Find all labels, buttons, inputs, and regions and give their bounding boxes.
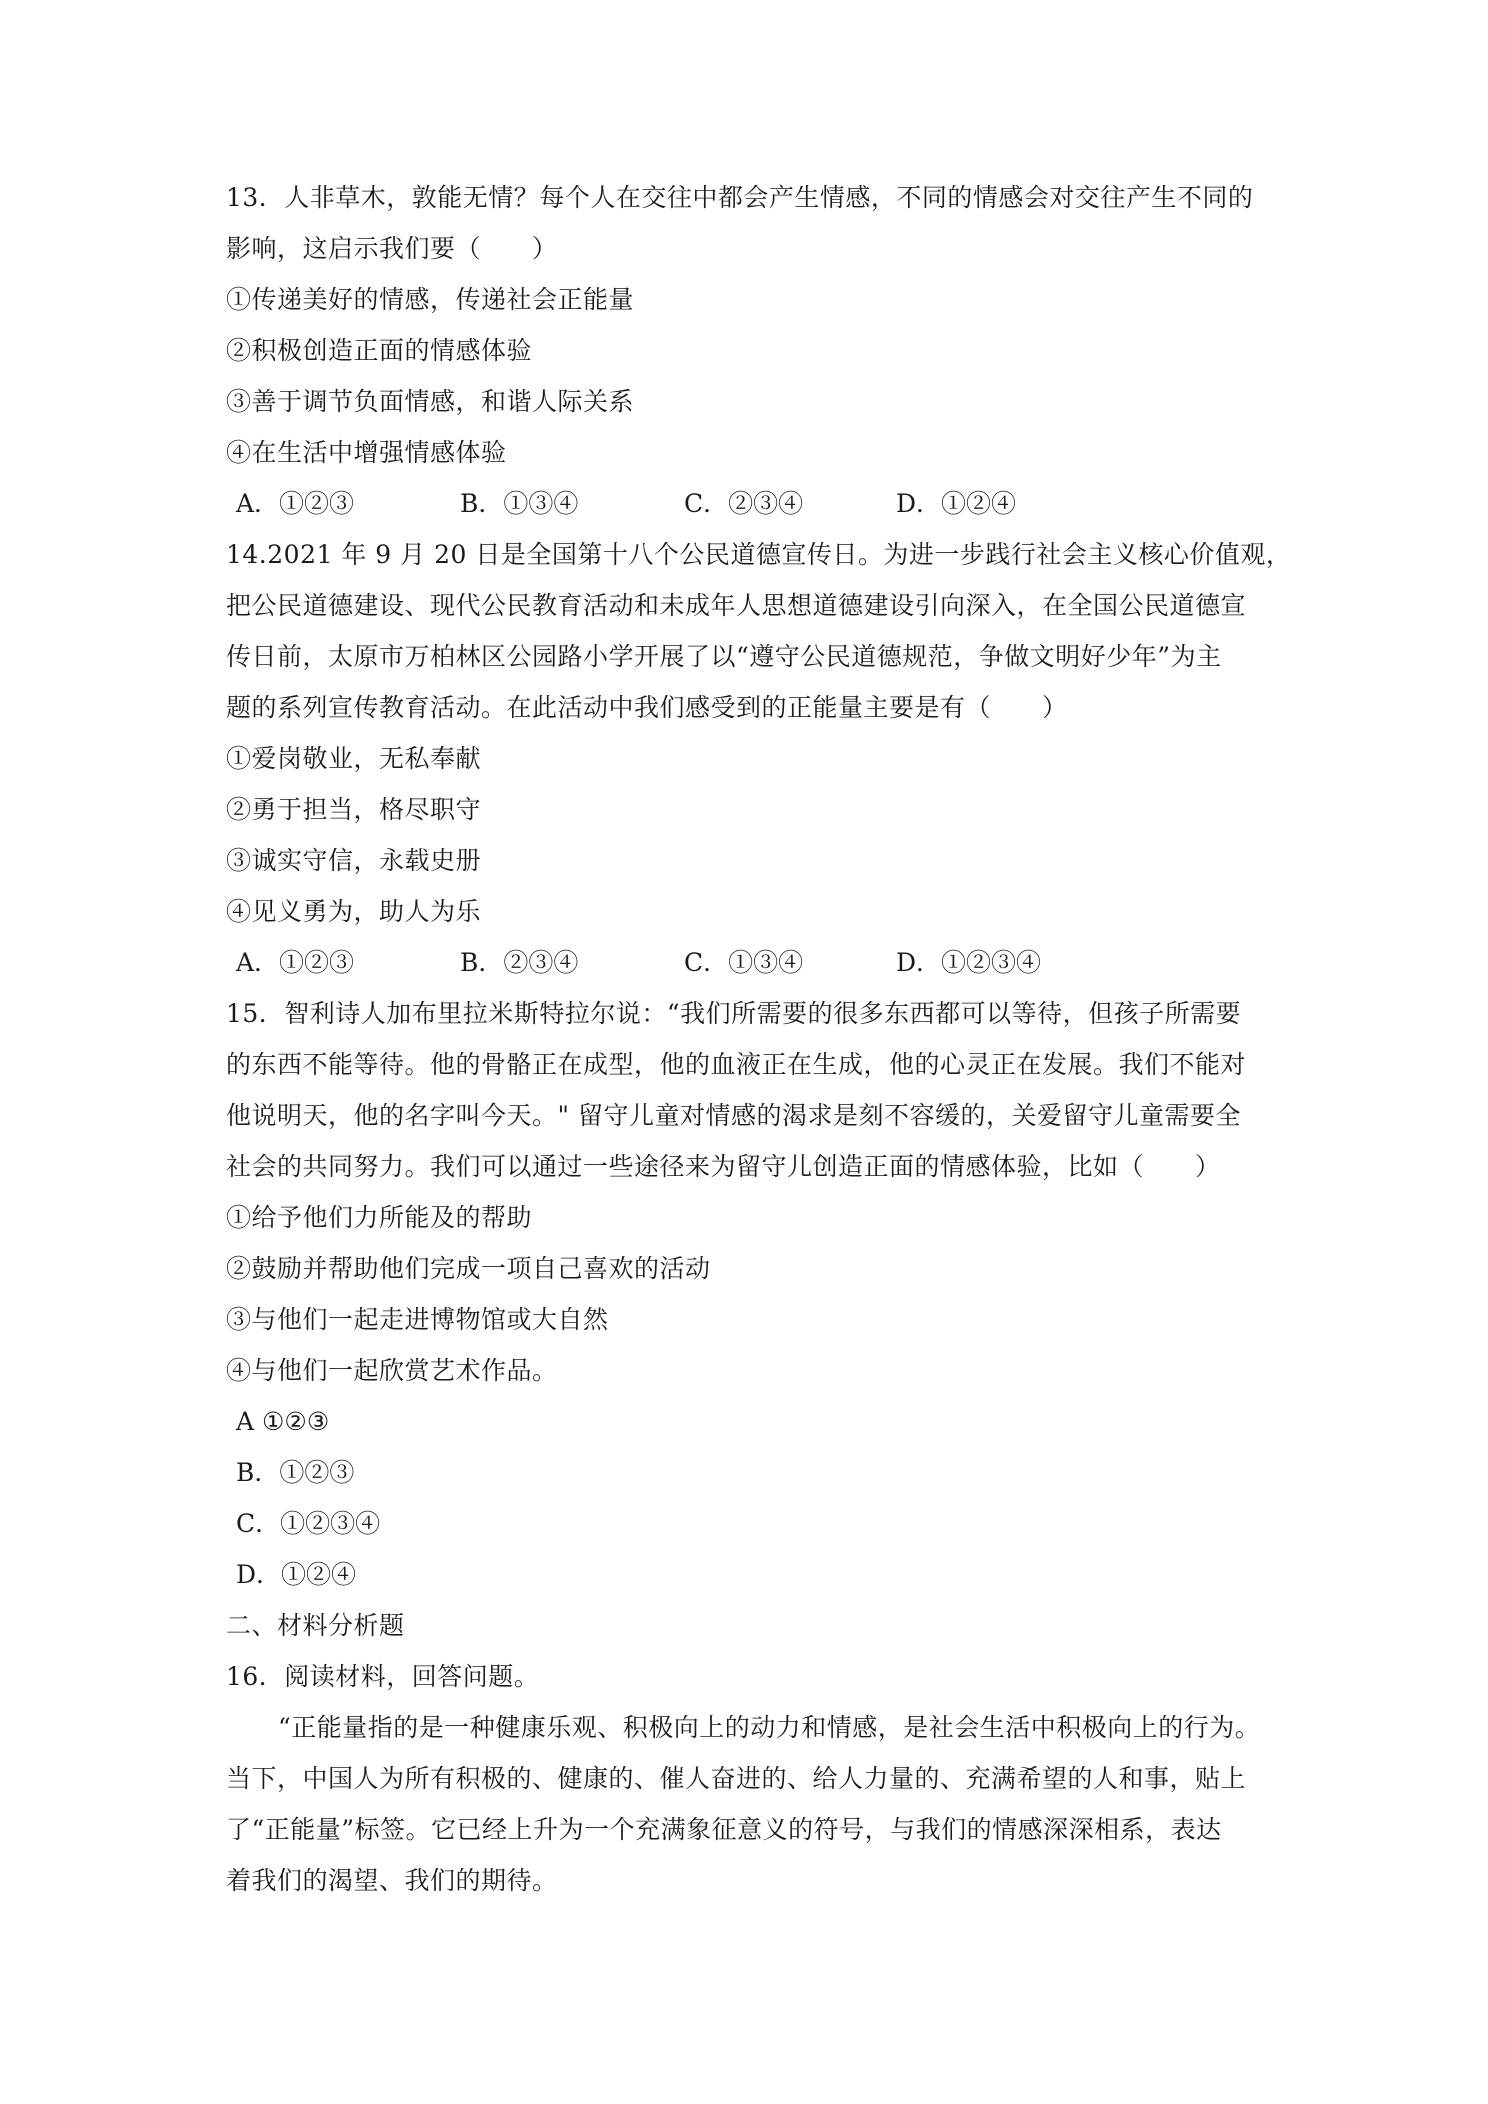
q16-stem: 16．阅读材料，回答问题。	[226, 1662, 540, 1691]
q14-option-d: D．①②③④	[896, 948, 1042, 977]
q13-item-2: ②积极创造正面的情感体验	[226, 336, 533, 365]
q13-item-3: ③善于调节负面情感，和谐人际关系	[226, 387, 635, 416]
q15-option-a: A ①②③	[236, 1407, 330, 1436]
q14-options	[0, 946, 1488, 980]
q15-option-d: D．①②④	[236, 1560, 357, 1589]
q14-option-a: A．①②③	[236, 948, 355, 977]
q15-item-4: ④与他们一起欣赏艺术作品。	[226, 1356, 558, 1385]
q14-stem-line-2: 把公民道德建设、现代公民教育活动和未成年人思想道德建设引向深入，在全国公民道德宣	[226, 591, 1247, 620]
q13-option-c: C．②③④	[684, 489, 804, 518]
q13-options	[0, 487, 1488, 521]
q14-option-b: B．②③④	[460, 948, 579, 977]
section-heading: 二、材料分析题	[226, 1611, 405, 1640]
q13-item-1: ①传递美好的情感，传递社会正能量	[226, 285, 635, 314]
q13-stem-line-1: 13．人非草木，敦能无情？每个人在交往中都会产生情感，不同的情感会对交往产生不同的	[226, 183, 1254, 212]
q13-option-b: B．①③④	[460, 489, 579, 518]
q15-stem-line-4: 社会的共同努力。我们可以通过一些途径来为留守儿创造正面的情感体验，比如（ ）	[226, 1152, 1221, 1181]
q16-material-line-3: 了“正能量”标签。它已经上升为一个充满象征意义的符号，与我们的情感深深相系，表达	[226, 1815, 1222, 1844]
q14-item-3: ③诚实守信，永载史册	[226, 846, 482, 875]
q15-item-1: ①给予他们力所能及的帮助	[226, 1203, 533, 1232]
q14-stem-line-1: 14.2021 年 9 月 20 日是全国第十八个公民道德宣传日。为进一步践行社会主义核心价值观，	[226, 540, 1292, 569]
q16-material-line-2: 当下，中国人为所有积极的、健康的、催人奋进的、给人力量的、充满希望的人和事，贴上	[226, 1764, 1247, 1793]
q15-stem-line-3: 他说明天，他的名字叫今天。" 留守儿童对情感的渴求是刻不容缓的，关爱留守儿童需要全	[226, 1101, 1241, 1130]
q14-option-c: C．①③④	[684, 948, 804, 977]
q13-item-4: ④在生活中增强情感体验	[226, 438, 507, 467]
q14-item-2: ②勇于担当，格尽职守	[226, 795, 482, 824]
q15-item-3: ③与他们一起走进博物馆或大自然	[226, 1305, 609, 1334]
q14-item-4: ④见义勇为，助人为乐	[226, 897, 482, 926]
q16-material-line-4: 着我们的渴望、我们的期待。	[226, 1866, 558, 1895]
q15-item-2: ②鼓励并帮助他们完成一项自己喜欢的活动	[226, 1254, 711, 1283]
q13-option-d: D．①②④	[896, 489, 1017, 518]
q13-option-a: A．①②③	[236, 489, 355, 518]
q14-stem-line-4: 题的系列宣传教育活动。在此活动中我们感受到的正能量主要是有（ ）	[226, 693, 1068, 722]
q14-item-1: ①爱岗敬业，无私奉献	[226, 744, 482, 773]
q14-stem-line-3: 传日前，太原市万柏林区公园路小学开展了以“遵守公民道德规范，争做文明好少年”为主	[226, 642, 1222, 671]
q15-option-b: B．①②③	[236, 1458, 355, 1487]
q13-stem-line-2: 影响，这启示我们要（ ）	[226, 234, 558, 263]
q15-stem-line-1: 15．智利诗人加布里拉米斯特拉尔说：“我们所需要的很多东西都可以等待，但孩子所需要	[226, 999, 1242, 1028]
q15-option-c: C．①②③④	[236, 1509, 381, 1538]
q15-stem-line-2: 的东西不能等待。他的骨骼正在成型，他的血液正在生成，他的心灵正在发展。我们不能对	[226, 1050, 1247, 1079]
q16-material-line-1: “正能量指的是一种健康乐观、积极向上的动力和情感，是社会生活中积极向上的行为。	[278, 1713, 1261, 1742]
